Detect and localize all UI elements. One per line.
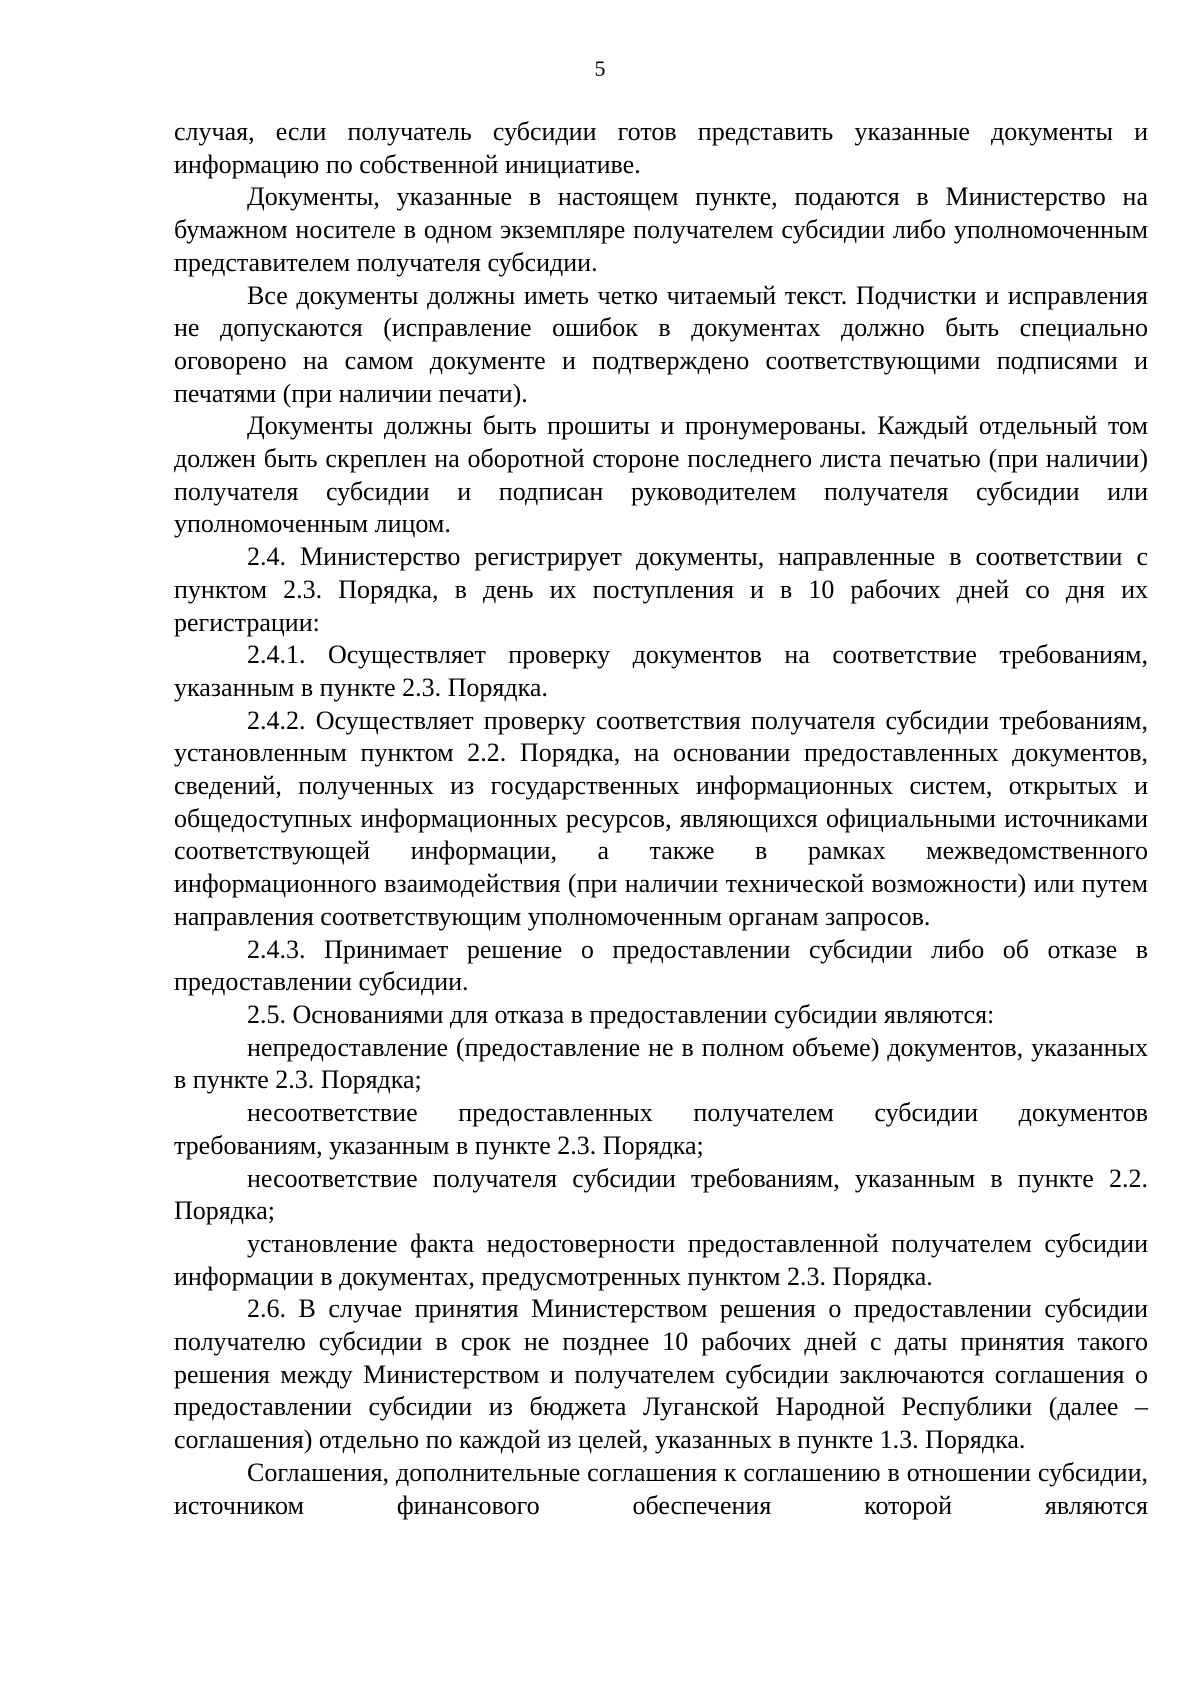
document-body [174,116,1148,1522]
refusal-ground-3: несоответствие получателя субсидии требованиям, указанным в пункте 2.2. Порядка; [174,1163,1148,1226]
paragraph-2-4: 2.4. Министерство регистрирует документы, направленные в соответствии с пунктом 2.3. Порядка, в день их поступления и в 10 рабочих дней со дня их регистрации: [174,542,1148,637]
paragraph-2-5: 2.5. Основаниями для отказа в предоставлении субсидии являются: [247,999,995,1029]
refusal-ground-2: несоответствие предоставленных получателем субсидии документов требованиям, указанным в пункте 2.3. Порядка; [174,1098,1148,1160]
paragraph-2-4-1: 2.4.1. Осуществляет проверку документов на соответствие требованиям, указанным в пункте 2.3. Порядка. [174,640,1148,702]
paragraph-agreements: Соглашения, дополнительные соглашения к соглашению в отношении субсидии, источником финансового обеспечения которой являются [174,1457,1148,1520]
paragraph-documents-binding: Документы должны быть прошиты и пронумерованы. Каждый отдельный том должен быть скреплен на оборотной стороне последнего листа печатью (при наличии) получателя субсидии и подписан руководителем получателя субсидии или уполномоченным лицом. [174,411,1148,539]
paragraph-2-4-3: 2.4.3. Принимает решение о предоставлении субсидии либо об отказе в предоставлении субсидии. [174,934,1148,997]
paragraph-documents-legibility: Все документы должны иметь четко читаемый текст. Подчистки и исправления не допускаются (исправление ошибок в документах должно быть специально оговорено на самом документе и подтверждено соответствующими подписями и печатями (при наличии печати). [174,280,1148,408]
paragraph-documents-submission: Документы, указанные в настоящем пункте, подаются в Министерство на бумажном носителе в одном экземпляре получателем субсидии либо уполномоченным представителем получателя субсидии. [174,182,1148,277]
refusal-ground-1: непредоставление (предоставление не в полном объеме) документов, указанных в пункте 2.3. Порядка; [174,1032,1148,1095]
refusal-ground-4: установление факта недостоверности предоставленной получателем субсидии информации в документах, предусмотренных пунктом 2.3. Порядка. [174,1228,1148,1291]
paragraph-continuation: случая, если получатель субсидии готов представить указанные документы и информацию по собственной инициативе. [174,117,1148,179]
paragraph-2-6: 2.6. В случае принятия Министерством решения о предоставлении субсидии получателю субсидии в срок не позднее 10 рабочих дней с даты принятия такого решения между Министерством и получателем субсидии заключаются соглашения о предоставлении субсидии из бюджета Луганской Народной Республики (далее – соглашения) отдельно по каждой из целей, указанных в пункте 1.3. Порядка. [174,1294,1148,1455]
page-number: 5 [594,56,606,81]
paragraph-2-4-2: 2.4.2. Осуществляет проверку соответствия получателя субсидии требованиям, установленным пунктом 2.2. Порядка, на основании предоставленных документов, сведений, полученных из государственных информационных систем, открытых и общедоступных информационных ресурсов, являющихся официальными источниками соответствующей информации, а также в рамках межведомственного информационного взаимодействия (при наличии технической возможности) или путем направления соответствующим уполномоченным органам запросов. [174,705,1148,931]
